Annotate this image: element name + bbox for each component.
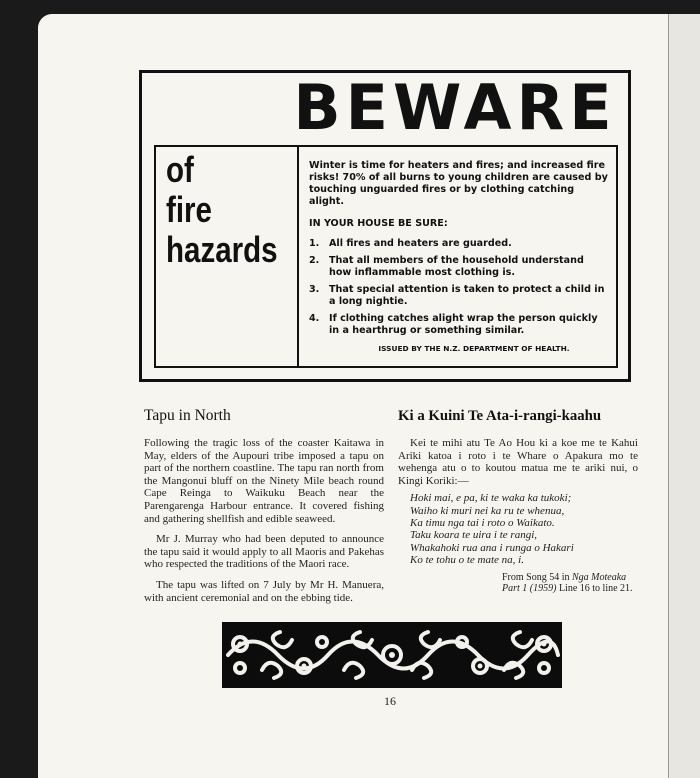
source-suffix: Line 16 to line 21. [556,583,633,595]
poem [410,492,638,566]
poem-line: Taku koara te uira i te rangi, [410,529,538,542]
left-article-paragraph: Mr J. Murray who had been deputed to announce the tapu said it would apply to all Maoris and Pakehas who respected the traditions of the Maori race. [144,533,384,571]
poem-line: Ko te tohu o te mate na, i. [410,553,524,566]
advert-heading: IN YOUR HOUSE BE SURE: [309,218,448,229]
advert-list-item [309,238,609,250]
source-title: Nga Moteaka Part 1 (1959) [502,572,627,595]
advert-list-item [309,313,609,337]
advert-side-word-of: of [166,149,194,190]
advert-intro: Winter is time for heaters and fires; and increased fire risks! 70% of all burns to young children are caused by touching unguarded fires or by clothing catching alight. [309,160,608,207]
left-article [144,407,384,612]
poem-line: Ka timu nga tai i roto o Waikato. [410,516,555,529]
item-text: If clothing catches alight wrap the person quickly in a hearthrug or something similar. [329,313,598,336]
advert-side-word-fire: fire [166,189,212,230]
item-text: That special attention is taken to protect a child in a long nightie. [329,284,605,307]
page-number: 16 [384,694,396,708]
right-article-title: Ki a Kuini Te Ata-i-rangi-kaahu [398,408,602,424]
advert-title: BEWARE [293,71,617,144]
item-number: 4. [309,313,320,324]
left-article-paragraph: Following the tragic loss of the coaster Kaitawa in May, elders of the Aupouri tribe imposed a tapu on part of the northern coastline. The tapu ran north from the Mangonui bluff on the Ninety Mile beach round Cape Reinga to Waikuku Beach near the Parengarenga Harbour entrance. It covered fishing and gathering shellfish and edible seaweed. [144,437,384,525]
poem-line: Waiho ki muri nei ka ru te whenua, [410,504,565,517]
right-article-intro: Kei te mihi atu Te Ao Hou ki a koe me te Kahui Ariki katoa i roto i te Whare o Apakura mo te wehenga atu o to koutou matua me te ariki nui, o Kingi Koriki:— [398,437,638,487]
poem-line: Whakahoki rua ana i runga o Hakari [410,541,574,554]
advert-list-item [309,255,609,279]
advert-issued-by: ISSUED BY THE N.Z. DEPARTMENT OF HEALTH. [378,344,570,353]
poem-source [502,572,638,594]
left-article-paragraph: The tapu was lifted on 7 July by Mr H. Manuera, with ancient ceremonial and on the ebbing tide. [144,578,384,604]
kowhaiwhai-border-ornament [222,622,562,688]
item-number: 1. [309,238,320,249]
advert-divider [297,145,299,368]
advert-list [309,238,609,337]
advert-body [309,160,609,355]
left-article-title: Tapu in North [144,407,231,424]
advert-side-word-hazards: hazards [166,229,278,270]
item-number: 3. [309,284,320,295]
poem-line: Hoki mai, e pa, ki te waka ka tukoki; [410,492,572,505]
item-text: That all members of the household understand how inflammable most clothing is. [329,255,584,278]
source-prefix: From Song 54 in [502,572,573,584]
item-number: 2. [309,255,320,266]
item-text: All fires and heaters are guarded. [329,238,512,249]
right-article [398,407,638,594]
facing-page-edge [668,14,700,778]
advert-list-item [309,284,609,308]
